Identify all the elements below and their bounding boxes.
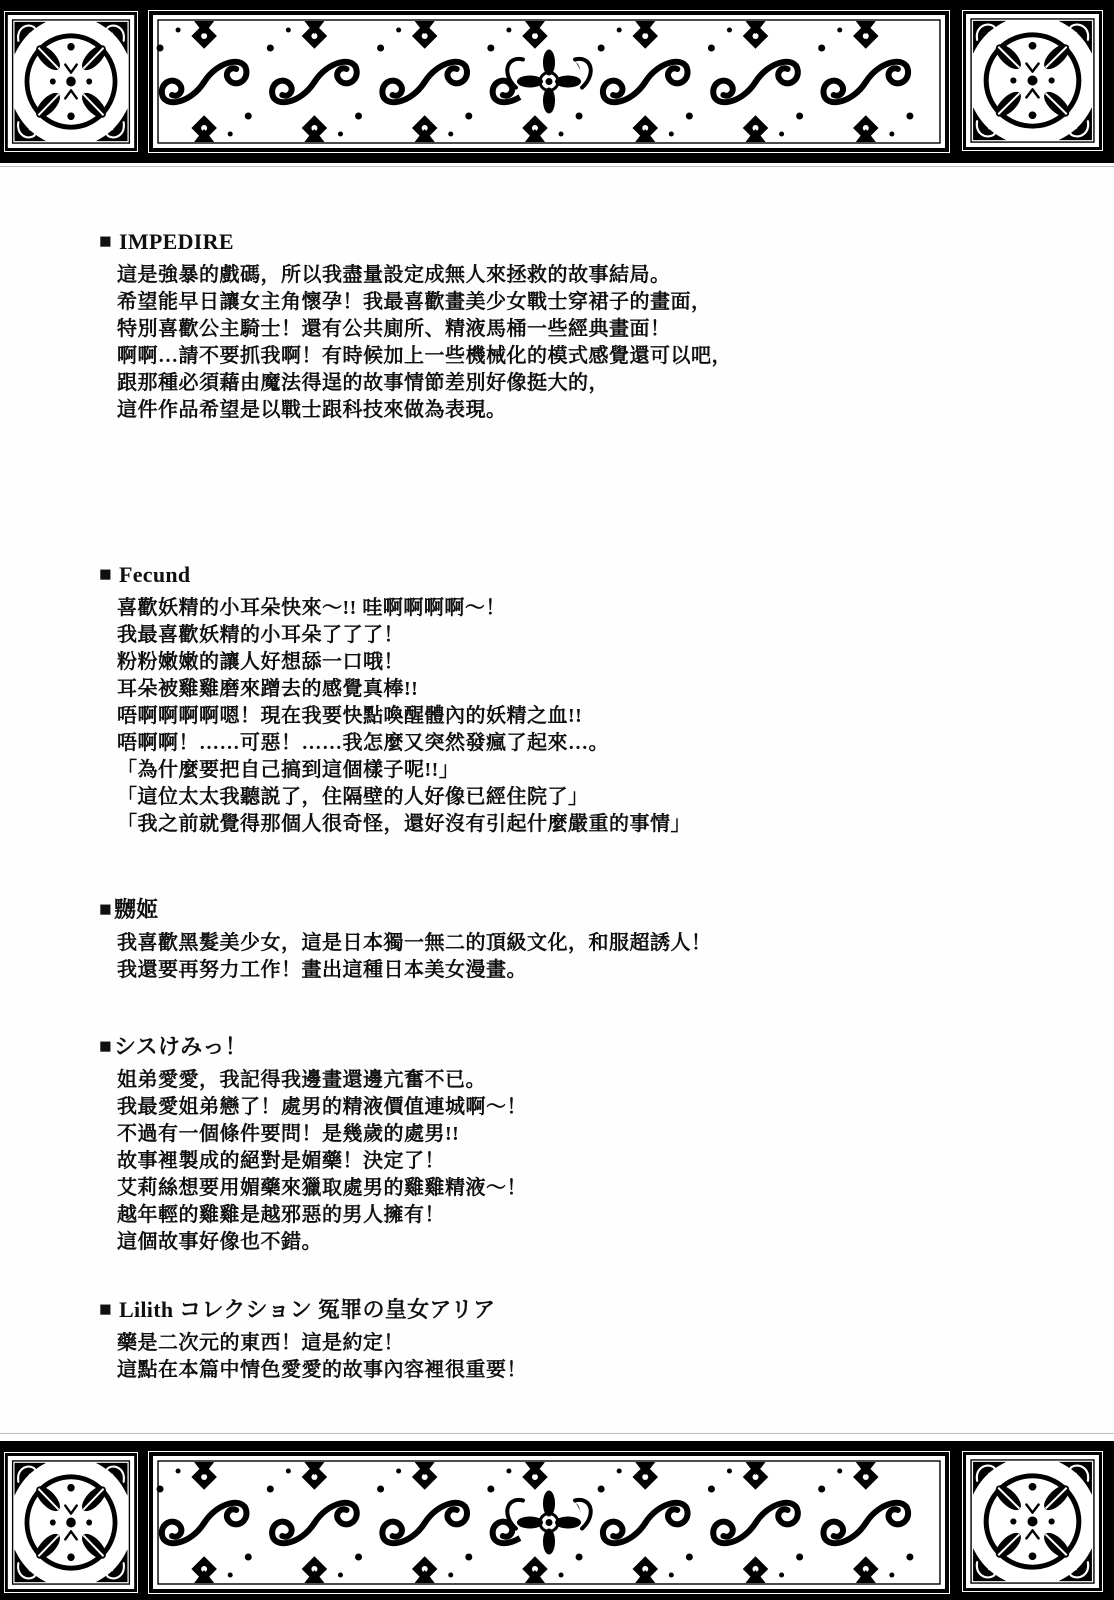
- section-title: 嬲姬: [113, 897, 159, 922]
- text-line: 我最喜歡妖精的小耳朵了了了！: [117, 624, 404, 646]
- text-line: 唔啊啊啊啊嗯！現在我要快點喚醒體內的妖精之血!!: [117, 705, 583, 727]
- text-line: 越年輕的雞雞是越邪惡的男人擁有！: [117, 1204, 445, 1226]
- ornamental-border-bottom: [0, 1441, 1114, 1600]
- text-line: 「為什麼要把自己搞到這個樣子呢!!」: [117, 759, 460, 781]
- text-line: 故事裡製成的絕對是媚藥！決定了！: [117, 1150, 445, 1172]
- corner-ornament-top-right: [962, 10, 1103, 151]
- section-heading: [99, 1296, 1079, 1324]
- section-title: シスけみっ！: [113, 1034, 248, 1059]
- scroll-strip-top: [148, 10, 950, 153]
- text-line: 艾莉絲想要用媚藥來獵取處男的雞雞精液～！: [117, 1177, 527, 1199]
- section-sisukemi: [99, 1033, 1079, 1256]
- text-line: 啊啊…請不要抓我啊！有時候加上一些機械化的模式感覺還可以吧，: [117, 345, 732, 367]
- text-line: 「這位太太我聽説了，住隔壁的人好像已經住院了」: [117, 786, 589, 808]
- text-line: 「我之前就覺得那個人很奇怪，還好沒有引起什麼嚴重的事情」: [117, 813, 691, 835]
- text-line: 耳朵被雞雞磨來蹭去的感覺真棒!!: [117, 678, 419, 700]
- section-fecund: [99, 561, 1079, 838]
- section-body: [117, 262, 1079, 424]
- text-line: 唔啊啊！……可惡！……我怎麼又突然發瘋了起來…。: [117, 732, 609, 754]
- square-bullet-icon: ■: [99, 896, 112, 921]
- text-line: 我最愛姐弟戀了！處男的精液價值連城啊～！: [117, 1096, 527, 1118]
- scroll-strip-bottom: [148, 1451, 950, 1594]
- section-lilith-collection: [99, 1296, 1079, 1384]
- square-bullet-icon: ■: [99, 561, 112, 586]
- text-line: 我喜歡黑髮美少女，這是日本獨一無二的頂級文化，和服超誘人！: [117, 932, 712, 954]
- section-impedire: [99, 228, 1079, 424]
- square-bullet-icon: ■: [99, 1033, 112, 1058]
- section-title: IMPEDIRE: [118, 229, 234, 254]
- text-line: 藥是二次元的東西！這是約定！: [117, 1332, 404, 1354]
- section-body: [117, 1330, 1079, 1384]
- text-line: 跟那種必須藉由魔法得逞的故事情節差別好像挺大的，: [117, 372, 609, 394]
- section-title: Fecund: [118, 562, 191, 587]
- corner-ornament-bottom-right: [962, 1451, 1103, 1592]
- corner-ornament-bottom-left: [4, 1452, 138, 1593]
- text-line: 這個故事好像也不錯。: [117, 1231, 322, 1253]
- text-line: 這件作品希望是以戰士跟科技來做為表現。: [117, 399, 507, 421]
- text-line: 特別喜歡公主騎士！還有公共廁所、精液馬桶一些經典畫面！: [117, 318, 671, 340]
- square-bullet-icon: ■: [99, 228, 112, 253]
- text-line: 喜歡妖精的小耳朵快來～!! 哇啊啊啊啊～！: [117, 597, 506, 619]
- text-line: 姐弟愛愛，我記得我邊畫還邊亢奮不已。: [117, 1069, 486, 1091]
- text-line: 不過有一個條件要問！是幾歲的處男!!: [117, 1123, 460, 1145]
- text-line: 這是強暴的戲碼，所以我盡量設定成無人來拯救的故事結局。: [117, 264, 671, 286]
- section-heading: [99, 228, 1079, 256]
- text-line: 粉粉嫩嫩的讓人好想舔一口哦！: [117, 651, 404, 673]
- text-line: 這點在本篇中情色愛愛的故事內容裡很重要！: [117, 1359, 527, 1381]
- section-heading: [99, 896, 1079, 924]
- section-heading: [99, 561, 1079, 589]
- section-title: Lilith コレクション 冤罪の皇女アリア: [118, 1297, 496, 1322]
- section-niao-hime: [99, 896, 1079, 984]
- text-line: 希望能早日讓女主角懷孕！我最喜歡畫美少女戰士穿裙子的畫面，: [117, 291, 712, 313]
- square-bullet-icon: ■: [99, 1296, 112, 1321]
- section-body: [117, 595, 1079, 838]
- text-line: 我還要再努力工作！畫出這種日本美女漫畫。: [117, 959, 527, 981]
- section-body: [117, 1067, 1079, 1256]
- ornamental-border-top: [0, 0, 1114, 163]
- section-heading: [99, 1033, 1079, 1061]
- scan-hairline-bottom: [0, 1433, 1114, 1434]
- section-body: [117, 930, 1079, 984]
- corner-ornament-top-left: [4, 11, 138, 152]
- scan-hairline-top: [0, 166, 1114, 167]
